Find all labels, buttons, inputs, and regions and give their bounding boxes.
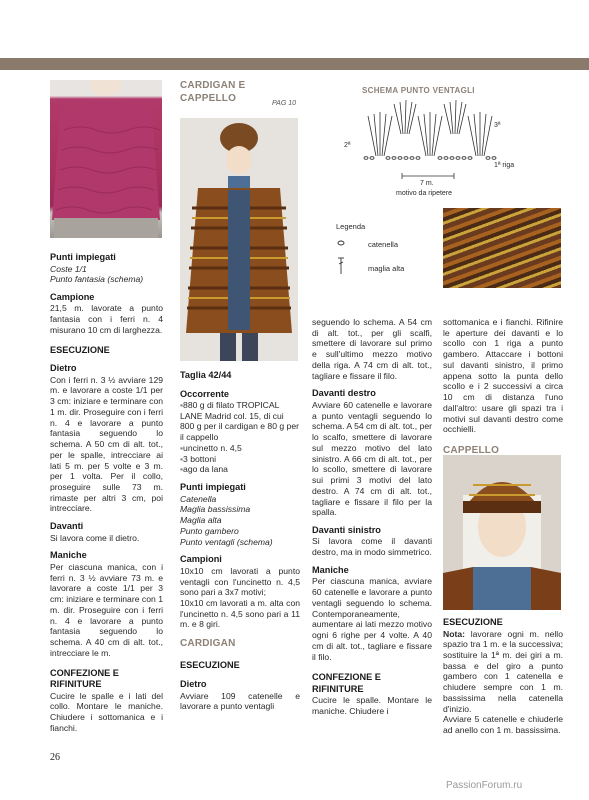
- campione-text: 21,5 m. lavorate a punto fantasia con i ferri n. 4 misurano 10 cm di larghezza.: [50, 303, 163, 335]
- maniche-text: Per ciascuna manica, avviare 60 catenelle e lavorare a punto ventagli seguendo lo schema. Contemporaneamente, aumentare ai lati mezzo motivo ogni 6 righe per 4 volte. A 40 cm di alt. tot., tagliare e fissare il filo.: [312, 576, 432, 662]
- list-item: ▪ ago da lana: [180, 464, 300, 475]
- column-4: [443, 317, 563, 458]
- list-item: ▪ 3 bottoni: [180, 454, 300, 465]
- punti-heading: Punti impiegati: [180, 482, 246, 493]
- swatch-photo: [443, 208, 561, 288]
- punti-heading: Punti impiegati: [50, 252, 116, 262]
- confezione-continued-text: sottomanica e i fianchi. Rifinire le aperture dei davanti e lo scollo con 1 riga a punto gambero. Attaccare i bottoni sul davanti sinistro, il primo appena sotto la punta dello scollo e i 2 successivi a circa 10 cm di distanza l'uno dall'altro: usare gli spazi tra i motivi sul davanti destro come occhielli.: [443, 317, 563, 435]
- column-2: [180, 370, 300, 712]
- davanti-destro-heading: Davanti destro: [312, 388, 376, 399]
- occorrente-heading: Occorrente: [180, 388, 230, 399]
- top-color-bar: [0, 58, 589, 70]
- occorrente-list: [180, 400, 300, 475]
- sweater-photo: [50, 80, 162, 238]
- schema-repeat-caption: motivo da ripetere: [396, 190, 453, 197]
- davanti-heading: Davanti: [50, 521, 84, 532]
- column-1: [50, 252, 163, 734]
- legend-maglia-alta: maglia alta: [368, 264, 405, 273]
- legend-catenella: catenella: [368, 240, 399, 249]
- cappello-heading: CAPPELLO: [443, 445, 500, 457]
- dietro-text: Con i ferri n. 3 ½ avviare 129 m. e lavorare a coste 1/1 per 3 cm: iniziare e terminare con 1 m. dir. Proseguire con i ferri n. 4 e lavorare a punto fantasia seguendo lo schema. A 50 cm di alt. tot., per le spalle, intrecciare ai lati 5 m. per 5 volte e 3 m. per 1 volta. Per il collo, proseguire sulle 73 m. rimaste per altri 3 cm, poi intrecciare.: [50, 374, 163, 514]
- confezione-heading: CONFEZIONE E RIFINITURE: [312, 672, 381, 694]
- watermark: PassionForum.ru: [446, 780, 523, 791]
- hat-photo: [443, 455, 561, 610]
- campioni-text: 10x10 cm lavorati a punto ventagli con l'uncinetto n. 4,5 sono pari a 3x7 motivi;: [180, 565, 300, 598]
- punti-item: Punto gambero: [180, 525, 239, 536]
- taglia-heading: Taglia 42/44: [180, 370, 232, 380]
- campioni-heading: Campioni: [180, 554, 222, 565]
- confezione-text: Cucire le spalle e i lati del collo. Montare le maniche. Chiudere i sottomanica e i fianchi.: [50, 690, 163, 733]
- davanti-destro-text: Avviare 60 catenelle e lavorare a punto ventagli seguendo lo schema. A 54 cm di alt. tot., per lo scalfo, smettere di lavorare sul mezzo motivo del lato sinistro. A 66 cm di alt. tot., per lo scollo, smettere di lavorare sui primi 3 motivi del lato destro. A 74 cm di alt. tot., tagliare e fissare il filo per la spalla.: [312, 399, 432, 518]
- esecuzione-heading: ESECUZIONE: [443, 617, 503, 627]
- confezione-heading: CONFEZIONE E RIFINITURE: [50, 667, 119, 690]
- schema-repeat-label: 7 m.: [420, 180, 434, 187]
- maniche-text: Per ciascuna manica, con i ferri n. 3 ½ avviare 73 m. e lavorare a coste 1/1 per 3 cm: iniziare e terminare con 1 m. dir. Proseguire con i ferri n. 4 e lavorare a punto fantasia seguendo lo schema. A 40 cm di alt. tot., intrecciare le m.: [50, 561, 163, 658]
- schema-title: SCHEMA PUNTO VENTAGLI: [362, 86, 475, 95]
- cardigan-section-title: CARDIGAN E CAPPELLO: [180, 80, 246, 104]
- confezione-text: Cucire le spalle. Montare le maniche. Chiudere i: [312, 695, 432, 717]
- punti-item: Punto fantasia (schema): [50, 274, 144, 285]
- nota-label: Nota:: [443, 628, 465, 639]
- page-reference: PAG 10: [272, 100, 296, 107]
- schema-row3-label: 3ª: [494, 122, 501, 129]
- esecuzione-heading: ESECUZIONE: [50, 344, 110, 355]
- list-item: ▪ 880 g di filato TROPICAL LANE Madrid col. 15, di cui 800 g per il cardigan e 80 g per il cappello: [180, 400, 300, 443]
- column-4-bottom: [443, 617, 563, 736]
- schema-row2-label: 2ª: [344, 142, 351, 149]
- legend-title: Legenda: [336, 222, 366, 231]
- campione-heading: Campione: [50, 291, 95, 302]
- punti-item: Coste 1/1: [50, 263, 87, 274]
- nota-text: [443, 629, 563, 715]
- nota-body: lavorare ogni m. nello spazio tra 1 m. e la successiva; sostituire la 1ª m. dei giri a m. bassa e del giro a punto gambero con 1 catenella e chiudere sempre con 1 m. bassissima nella catenella d'inizio.: [443, 628, 563, 714]
- column-3: [312, 317, 432, 717]
- legend: [336, 222, 436, 282]
- davanti-sinistro-heading: Davanti sinistro: [312, 524, 381, 535]
- maniche-heading: Maniche: [50, 550, 87, 561]
- punti-item: Punto ventagli (schema): [180, 536, 273, 547]
- schema-row1-label: 1ª riga: [494, 162, 515, 169]
- davanti-sinistro-text: Si lavora come il davanti destro, ma in modo simmetrico.: [312, 536, 432, 558]
- cappello-start-text: Avviare 5 catenelle e chiuderle ad anello con 1 m. bassissima.: [443, 714, 563, 736]
- dietro-continued-text: seguendo lo schema. A 54 cm di alt. tot., per gli scalfi, smettere di lavorare sul primo e sull'ultimo mezzo motivo della riga. A 74 cm di alt. tot., tagliare e fissare il filo.: [312, 317, 432, 381]
- dietro-heading: Dietro: [50, 363, 77, 374]
- campioni-text: 10x10 cm lavorati a m. alta con l'uncinetto n. 4,5 sono pari a 11 m. e 8 giri.: [180, 598, 300, 630]
- dietro-text: Avviare 109 catenelle e lavorare a punto ventagli: [180, 690, 300, 712]
- dietro-heading: Dietro: [180, 679, 207, 690]
- punti-item: Maglia bassissima: [180, 504, 251, 515]
- esecuzione-heading: ESECUZIONE: [180, 659, 240, 670]
- punti-item: Maglia alta: [180, 515, 222, 526]
- davanti-text: Si lavora come il dietro.: [50, 532, 140, 543]
- list-item: ▪ uncinetto n. 4,5: [180, 443, 300, 454]
- punti-item: Catenella: [180, 493, 217, 504]
- maniche-heading: Maniche: [312, 564, 349, 575]
- cardigan-heading: CARDIGAN: [180, 638, 236, 650]
- stitch-schema: [336, 86, 562, 204]
- page-number: 26: [50, 752, 60, 763]
- cardigan-photo: [180, 118, 298, 361]
